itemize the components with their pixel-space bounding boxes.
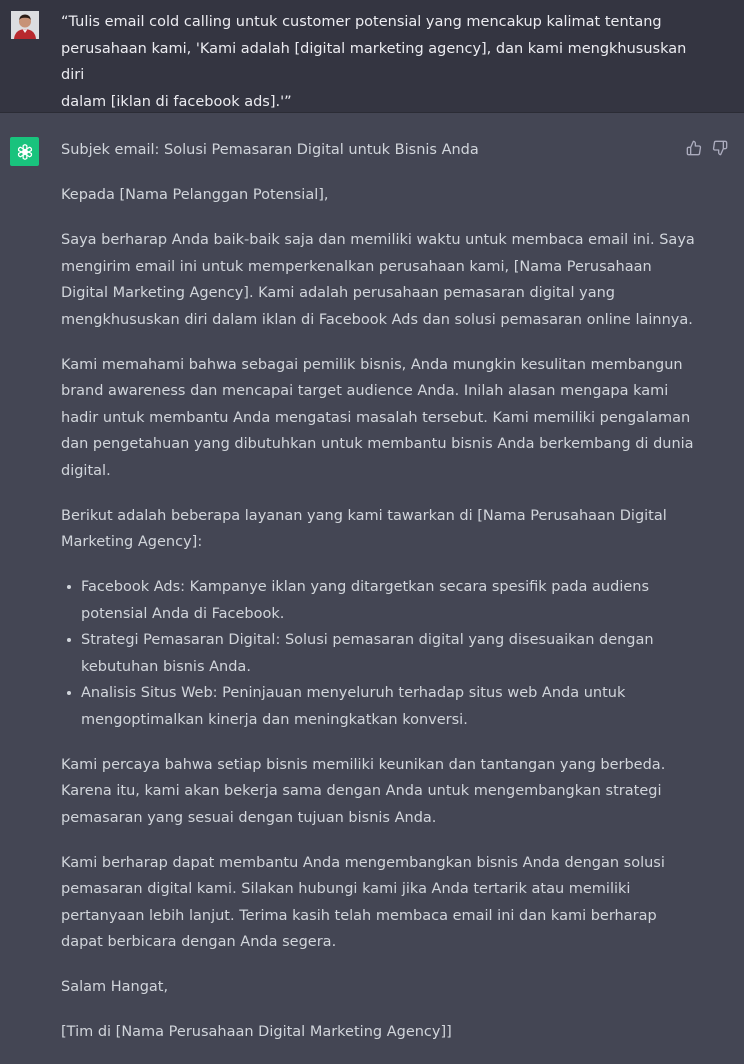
thumbs-down-icon[interactable] (712, 140, 728, 156)
user-message-row (0, 0, 744, 113)
user-avatar (11, 11, 39, 39)
list-item: Analisis Situs Web: Peninjauan menyeluruh terhadap situs web Anda untuk mengoptimalkan kinerja dan meningkatkan konversi. (81, 680, 701, 733)
email-paragraph-problem: Kami memahami bahwa sebagai pemilik bisnis, Anda mungkin kesulitan membangun brand awareness dan mencapai target audience Anda. Inilah alasan mengapa kami hadir untuk membantu Anda mengatasi masalah tersebut. Kami memiliki pengalaman dan pengetahuan yang dibutuhkan untuk membantu bisnis Anda berkembang di dunia digital. (61, 356, 694, 479)
email-paragraph-closing: Kami berharap dapat membantu Anda mengembangkan bisnis Anda dengan solusi pemasaran digital kami. Silakan hubungi kami jika Anda tertarik atau memiliki pertanyaan lebih lanjut. Terima kasih telah membaca email ini dan kami berharap dapat berbicara dengan Anda segera. (61, 854, 665, 950)
openai-logo-icon (10, 137, 39, 166)
email-paragraph-approach: Kami percaya bahwa setiap bisnis memiliki keunikan dan tantangan yang berbeda. Karena itu, kami akan bekerja sama dengan Anda untuk mengembangkan strategi pemasaran yang sesuai dengan tujuan bisnis Anda. (61, 756, 666, 826)
list-item: Strategi Pemasaran Digital: Solusi pemasaran digital yang disesuaikan dengan kebutuhan bisnis Anda. (81, 627, 701, 680)
assistant-message-text (61, 137, 701, 1064)
email-sign-off: Salam Hangat, (61, 979, 169, 995)
email-paragraph-intro: Saya berharap Anda baik-baik saja dan memiliki waktu untuk membaca email ini. Saya mengirim email ini untuk memperkenalkan perusahaan kami, [Nama Perusahaan Digital Marketing Agency]. Kami adalah perusahaan pemasaran digital yang mengkhususkan diri dalam iklan di Facebook Ads dan solusi pemasaran online lainnya. (61, 232, 695, 328)
email-greeting: Kepada [Nama Pelanggan Potensial], (61, 187, 329, 203)
user-message-text: “Tulis email cold calling untuk customer potensial yang mencakup kalimat tentang perusahaan kami, 'Kami adalah [digital marketing agency], dan kami mengkhususkan diri dalam [iklan di facebook ads].'” (61, 14, 687, 110)
email-signature: [Tim di [Nama Perusahaan Digital Marketing Agency]] (61, 1024, 452, 1040)
list-item: Facebook Ads: Kampanye iklan yang ditargetkan secara spesifik pada audiens potensial Anda di Facebook. (81, 574, 701, 627)
email-subject: Subjek email: Solusi Pemasaran Digital untuk Bisnis Anda (61, 142, 479, 158)
assistant-message-row (0, 113, 744, 1040)
email-services-intro: Berikut adalah beberapa layanan yang kami tawarkan di [Nama Perusahaan Digital Marketing Agency]: (61, 507, 667, 550)
services-list (61, 574, 701, 733)
